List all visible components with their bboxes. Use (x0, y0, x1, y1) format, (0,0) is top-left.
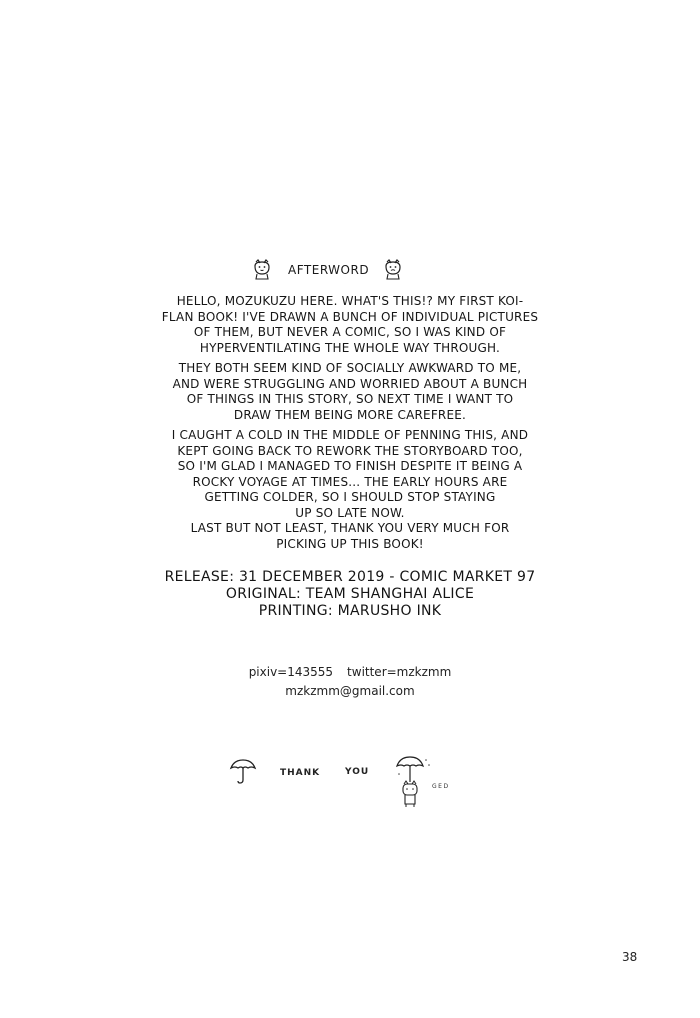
thank-word: THANK (280, 768, 321, 778)
text-line: ROCKY VOYAGE AT TIMES... THE EARLY HOURS ARE (192, 474, 508, 489)
text-line: UP SO LATE NOW. (295, 505, 405, 520)
you-word: YOU (345, 767, 370, 777)
afterword-paragraph (140, 294, 560, 356)
text-line: KEPT GOING BACK TO REWORK THE STORYBOARD TOO, (177, 443, 523, 458)
email-address: mzkzmm@gmail.com (285, 684, 415, 698)
text-line: OF THINGS IN THIS STORY, SO NEXT TIME I WANT TO (186, 392, 514, 407)
umbrella-doodle-icon (228, 756, 258, 790)
text-line: FLAN BOOK! I'VE DRAWN A BUNCH OF INDIVIDUAL PICTURES (161, 309, 539, 324)
text-line: LAST BUT NOT LEAST, THANK YOU VERY MUCH FOR (190, 521, 510, 535)
afterword-paragraph (140, 361, 560, 423)
afterword-heading (0, 258, 700, 284)
afterword-paragraph (140, 428, 560, 522)
afterword-title: AFTERWORD (288, 263, 370, 277)
thank-you-doodle (0, 750, 700, 810)
page-number: 38 (622, 950, 638, 964)
afterword-paragraph (140, 521, 560, 552)
text-line: SO I'M GLAD I MANAGED TO FINISH DESPITE IT BEING A (177, 459, 523, 474)
text-line: THEY BOTH SEEM KIND OF SOCIALLY AWKWARD TO ME, (178, 361, 522, 375)
social-handles (150, 665, 550, 679)
text-line: HELLO, MOZUKUZU HERE. WHAT'S THIS!? MY FIRST KOI- (176, 294, 524, 308)
umbrella-with-cat-doodle-icon (393, 752, 433, 814)
text-line: AND WERE STRUGGLING AND WORRIED ABOUT A BUNCH (172, 376, 528, 391)
original-credit: ORIGINAL: TEAM SHANGHAI ALICE (225, 586, 475, 602)
cat-face-doodle-icon (252, 258, 272, 286)
cat-face-doodle-icon (383, 258, 403, 286)
text-line: PICKING UP THIS BOOK! (276, 536, 424, 551)
printing-credit: PRINTING: MARUSHO INK (258, 603, 442, 619)
release-credit: RELEASE: 31 DECEMBER 2019 - COMIC MARKET 97 (164, 569, 536, 585)
text-line: OF THEM, BUT NEVER A COMIC, SO I WAS KIND OF (193, 325, 507, 340)
signoff-mark: GED (432, 783, 450, 790)
text-line: HYPERVENTILATING THE WHOLE WAY THROUGH. (199, 340, 501, 355)
twitter-handle: twitter=mzkzmm (347, 665, 452, 679)
pixiv-id: pixiv=143555 (248, 665, 334, 679)
text-line: DRAW THEM BEING MORE CAREFREE. (233, 407, 467, 422)
text-line: I CAUGHT A COLD IN THE MIDDLE OF PENNING THIS, AND (171, 428, 529, 442)
text-line: GETTING COLDER, SO I SHOULD STOP STAYING (204, 490, 496, 505)
